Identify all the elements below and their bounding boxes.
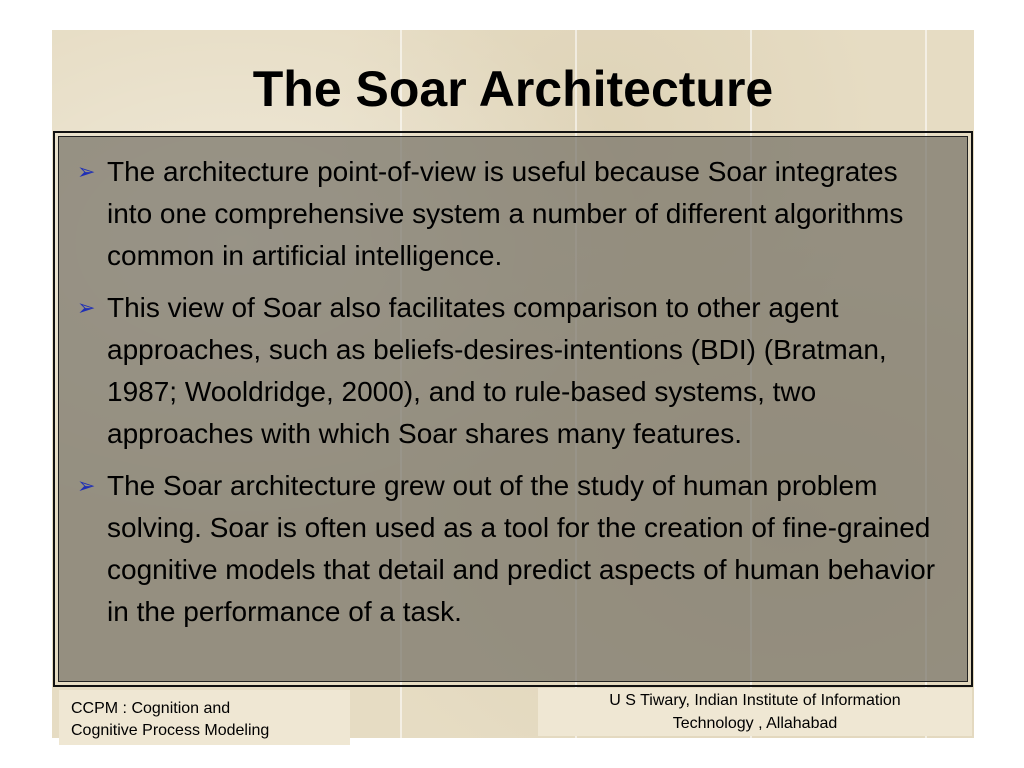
footer-author-label <box>538 688 972 736</box>
footer-left-line: CCPM : Cognition and <box>71 700 231 717</box>
arrowhead-bullet-icon: ➢ <box>77 159 96 184</box>
bullet-text: The Soar architecture grew out of the study of human problem solving. Soar is often used as a tool for the creation of fine-grained cognitive models that detail and predict aspects of human behavior in the performance of a task. <box>107 470 936 627</box>
footer-left-line: Cognitive Process Modeling <box>71 722 270 739</box>
bullet-list <box>77 151 947 643</box>
slide-title: The Soar Architecture <box>252 61 774 117</box>
content-frame <box>53 131 973 687</box>
footer-course-label <box>59 690 350 745</box>
bullet-item <box>77 151 947 277</box>
bullet-text: This view of Soar also facilitates comparison to other agent approaches, such as beliefs-desires-intentions (BDI) (Bratman, 1987; Wooldridge, 2000), and to rule-based systems, two approaches with which Soar shares many features. <box>107 292 887 449</box>
footer-right-line: Technology , Allahabad <box>672 715 838 732</box>
content-box <box>58 136 968 682</box>
arrowhead-bullet-icon: ➢ <box>77 473 96 498</box>
footer-right-line: U S Tiwary, Indian Institute of Information <box>609 692 901 709</box>
bullet-text: The architecture point-of-view is useful because Soar integrates into one comprehensive system a number of different algorithms common in artificial intelligence. <box>107 156 904 271</box>
bullet-item <box>77 287 947 455</box>
bullet-item <box>77 465 947 633</box>
arrowhead-bullet-icon: ➢ <box>77 295 96 320</box>
